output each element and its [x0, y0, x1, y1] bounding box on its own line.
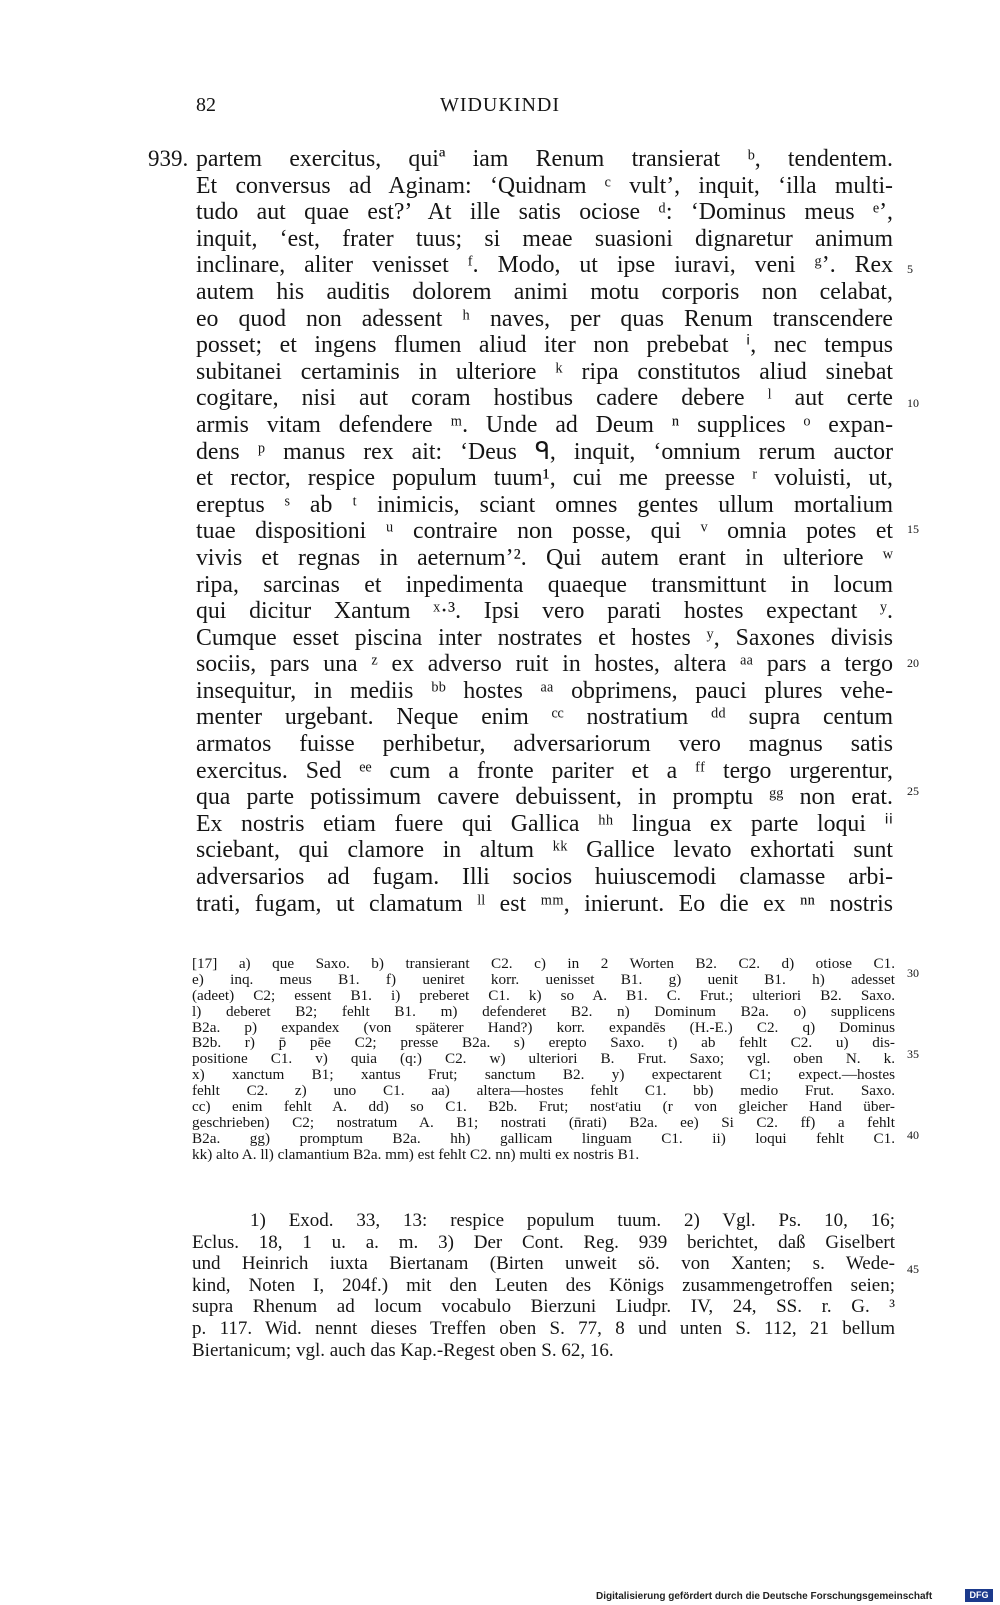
line-number: 20 — [907, 656, 919, 670]
main-text-line: cogitare, nisi aut coram hostibus cadere debere ˡ aut certe — [196, 385, 893, 412]
main-text-line: qui dicitur Xantum ˣ·³. Ipsi vero parati hostes expectant ʸ. — [196, 598, 893, 625]
apparatus-line: l) deberet B2; fehlt B1. m) defenderet B2. n) Dominum B2a. o) supplicens — [192, 1002, 895, 1020]
main-text-line: Et conversus ad Aginam: ‘Quidnam ᶜ vult’, inquit, ‘illa multi- — [196, 172, 893, 199]
critical-apparatus — [192, 956, 895, 1163]
apparatus-line: [17] a) que Saxo. b) transierant C2. c) in 2 Worten B2. C2. d) otiose C1. — [192, 955, 895, 972]
page-number: 82 — [196, 94, 216, 116]
apparatus-line: x) xanctum B1; xantus Frut; sanctum B2. y) expectarent C1; expect.—hostes — [192, 1066, 895, 1084]
apparatus-line: B2a. p) expandex (von späterer Hand?) korr. expandēs (H.-E.) C2. q) Dominus — [192, 1018, 895, 1036]
apparatus-line: cc) enim fehlt A. dd) so C1. B2b. Frut; nostʳatiu (r von gleicher Hand über- — [192, 1098, 895, 1116]
main-text-line: adversarios ad fugam. Illi socios huiuscemodi clamasse arbi- — [196, 864, 893, 891]
main-text-line: armatos fuisse perhibetur, adversariorum vero magnus satis — [196, 731, 893, 758]
note-line: p. 117. Wid. nennt dieses Treffen oben S. 77, 8 und unten S. 112, 21 bellum — [192, 1317, 895, 1339]
digitization-credit: Digitalisierung gefördert durch die Deutsche Forschungsgemeinschaft — [596, 1591, 933, 1602]
note-line: 1) Exod. 33, 13: respice populum tuum. 2) Vgl. Ps. 10, 16; — [250, 1210, 895, 1231]
main-text-line: insequitur, in mediis ᵇᵇ hostes ᵃᵃ obprimens, pauci plures vehe- — [196, 677, 893, 704]
main-text-line: qua parte potissimum cavere debuissent, in promptu ᵍᵍ non erat. — [196, 784, 893, 811]
main-text-line: et rector, respice populum tuum¹, cui me preesse ʳ voluisti, ut, — [196, 465, 893, 492]
line-number: 10 — [907, 396, 919, 410]
note-line: Biertanicum; vgl. auch das Kap.-Regest oben S. 62, 16. — [192, 1339, 614, 1361]
apparatus-line: positione C1. v) quia (q:) C2. w) ulteriori B. Frut. Saxo; vgl. oben N. k. — [192, 1050, 895, 1068]
dfg-logo: DFG — [965, 1589, 993, 1602]
note-line: Eclus. 18, 1 u. a. m. 3) Der Cont. Reg. 939 berichtet, daß Giselbert — [192, 1231, 895, 1253]
note-line: kind, Noten I, 204f.) mit den Leuten des Königs zusammengetroffen seien; — [192, 1274, 895, 1296]
note-line: supra Rhenum ad locum vocabulo Bierzuni Liudpr. IV, 24, SS. r. G. ³ — [192, 1296, 895, 1318]
note-line: und Heinrich iuxta Biertanam (Birten unweit sö. von Xanten; s. Wede- — [192, 1253, 895, 1275]
main-text — [196, 146, 893, 917]
apparatus-line: e) inq. meus B1. f) ueniret korr. uenisset B1. g) uenit B1. h) adesset — [192, 970, 895, 988]
main-text-line: ereptus ˢ ab ᵗ inimicis, sciant omnes gentes ullum mortalium — [196, 491, 893, 518]
apparatus-line: B2a. gg) promptum B2a. hh) gallicam linguam C1. ii) loqui fehlt C1. — [192, 1129, 895, 1147]
main-text-line: dens ᵖ manus rex ait: ‘Deus ᑫ, inquit, ‘omnium rerum auctor — [196, 438, 893, 465]
main-text-line: inclinare, aliter venisset ᶠ. Modo, ut ipse iuravi, veni ᵍ’. Rex — [196, 252, 893, 279]
main-text-line: ripa, sarcinas et inpedimenta quaeque transmittunt in locum — [196, 571, 893, 598]
line-number: 35 — [907, 1047, 919, 1061]
main-text-line: tudo aut quae est?’ At ille satis ociose ᵈ: ‘Dominus meus ᵉ’, — [196, 199, 893, 226]
main-text-line: Cumque esset piscina inter nostrates et hostes ʸ, Saxones divisis — [196, 624, 893, 651]
main-text-line: sociis, pars una ᶻ ex adverso ruit in hostes, altera ᵃᵃ pars a tergo — [196, 651, 893, 678]
main-text-line: tuae dispositioni ᵘ contraire non posse, qui ᵛ omnia potes et — [196, 518, 893, 545]
main-text-line: inquit, ‘est, frater tuus; si meae suasioni dignaretur animum — [196, 225, 893, 252]
main-text-line: armis vitam defendere ᵐ. Unde ad Deum ⁿ supplices ᵒ expan- — [196, 411, 893, 438]
year-marker: 939. — [148, 146, 189, 171]
line-number: 45 — [907, 1262, 919, 1276]
apparatus-line: (adeet) C2; essent B1. i) preberet C1. k) so A. B1. C. Frut.; ulteriori B2. Saxo. — [192, 986, 895, 1004]
apparatus-line: geschrieben) C2; nostratum A. B1; nostrati (n̄rati) B2a. ee) Si C2. ff) a fehlt — [192, 1113, 895, 1131]
line-number: 25 — [907, 784, 919, 798]
main-text-line: menter urgebant. Neque enim ᶜᶜ nostratium ᵈᵈ supra centum — [196, 704, 893, 731]
main-text-line: partem exercitus, quiª iam Renum transierat ᵇ, tendentem. — [196, 146, 893, 172]
page-header — [0, 94, 1000, 124]
running-title: WIDUKINDI — [439, 94, 561, 116]
line-number: 15 — [907, 522, 919, 536]
main-text-line: subitanei certaminis in ulteriore ᵏ ripa constitutos aliud sinebat — [196, 358, 893, 385]
apparatus-line: kk) alto A. ll) clamantium B2a. mm) est fehlt C2. nn) multi ex nostris B1. — [192, 1145, 640, 1163]
main-text-line: exercitus. Sed ᵉᵉ cum a fronte pariter et a ᶠᶠ tergo urgerentur, — [196, 757, 893, 784]
main-text-line: trati, fugam, ut clamatum ˡˡ est ᵐᵐ, inierunt. Eo die ex ⁿⁿ nostris — [196, 890, 893, 917]
main-text-line: vivis et regnas in aeternum’². Qui autem erant in ulteriore ʷ — [196, 544, 893, 571]
main-text-line: posset; et ingens flumen aliud iter non prebebat ⁱ, nec tempus — [196, 332, 893, 359]
source-notes — [192, 1210, 895, 1361]
line-number: 40 — [907, 1128, 919, 1142]
apparatus-line: B2b. r) p̄ pēe C2; presse B2a. s) erepto Saxo. t) ab fehlt C2. u) dis- — [192, 1034, 895, 1052]
apparatus-line: fehlt C2. z) uno C1. aa) altera—hostes fehlt C1. bb) medio Frut. Saxo. — [192, 1082, 895, 1100]
main-text-line: autem his auditis dolorem animi motu corporis non celabat, — [196, 278, 893, 305]
line-number: 30 — [907, 966, 919, 980]
main-text-line: Ex nostris etiam fuere qui Gallica ʰʰ lingua ex parte loqui ⁱⁱ — [196, 810, 893, 837]
main-text-line: sciebant, qui clamore in altum ᵏᵏ Gallice levato exhortati sunt — [196, 837, 893, 864]
main-text-line: eo quod non adessent ʰ naves, per quas Renum transcendere — [196, 305, 893, 332]
line-number: 5 — [907, 262, 913, 276]
